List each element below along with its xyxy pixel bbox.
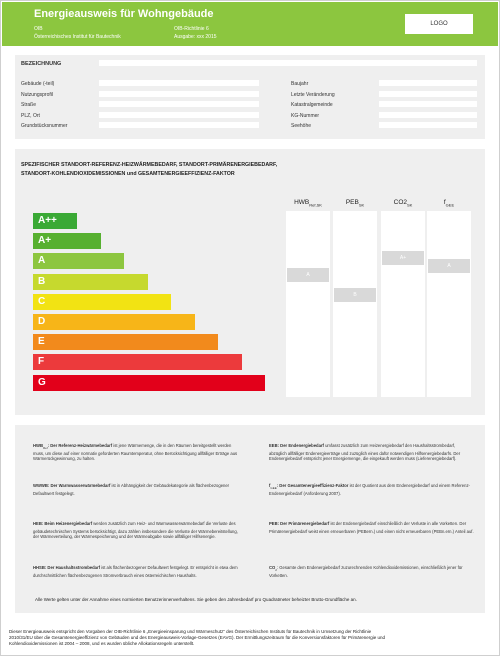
column-header-main: HWB — [294, 199, 310, 206]
definition-term-sub: 2 — [275, 567, 277, 572]
energy-class-bar-1 — [33, 233, 101, 249]
definition-left-0 — [33, 443, 238, 461]
column-header-1 — [333, 199, 377, 207]
building-label-2: Straße — [21, 102, 37, 108]
definitions-section — [15, 425, 485, 613]
definition-term: HEB — [33, 521, 42, 526]
definition-text: ist in Abhängigkeit der Gebäudekategorie als flächenbezogener Defaultwert festgelegt. — [33, 483, 230, 497]
energy-class-label: A — [38, 255, 46, 267]
column-header-sub: GEE — [445, 202, 455, 208]
building-right-label-1: Letzte Veränderung — [291, 91, 335, 98]
building-right-field-2[interactable] — [379, 101, 477, 107]
building-right-label-4: Seehöhe — [291, 123, 312, 129]
energy-class-label: D — [38, 316, 46, 327]
rating-section — [15, 149, 485, 415]
definition-bold: : Der Warmwasserwärmebedarf — [47, 483, 111, 488]
definition-right-1 — [269, 483, 474, 496]
org-short: OIB — [34, 26, 43, 32]
definition-text: ist jene Wärmemenge, die in den Räumen bereitgestellt werden muss, um diese auf einer normativ geforderten Raumtemperatur, ohne Berücksichtigung allfälliger Erträge aus Wärmerückgewinnung, zu halten. — [33, 443, 238, 462]
building-right-label-0: Baujahr — [291, 81, 309, 87]
building-data-section — [15, 55, 485, 139]
energy-class-bar-8 — [33, 375, 265, 391]
energy-class-label: G — [38, 376, 46, 388]
column-header-main: f — [443, 199, 446, 206]
definition-left-3 — [33, 565, 238, 578]
footer-line-2: 2010/31/EU über die Gesamtenergieeffizienz von Gebäuden und des Energieausweis-Vorlage-Gesetzes (EAVG). Der Ermittlungszeitraum für die Konversionsfaktoren für Primärenergie und — [9, 635, 386, 640]
definition-term: WWWB — [33, 483, 48, 488]
logo-placeholder: LOGO — [405, 14, 473, 34]
energy-class-bar-7 — [33, 354, 242, 370]
rating-marker-1: B — [334, 288, 376, 302]
building-field-3[interactable] — [99, 112, 259, 118]
building-label-3: PLZ, Ort — [21, 112, 40, 119]
definition-term: f — [269, 483, 271, 488]
energy-class-label: F — [38, 356, 45, 368]
column-header-main: PEB — [345, 199, 359, 206]
definition-bold: : Der Gesamtenergieeffizienz-Faktor — [276, 483, 349, 488]
energy-class-bar-3 — [33, 274, 148, 290]
building-right-label-2: Katastralgemeinde — [291, 102, 333, 108]
column-header-sub: Ref,SK — [309, 202, 322, 208]
energy-class-label: E — [38, 336, 45, 348]
column-header-0 — [286, 199, 330, 207]
definition-term-sub: GEE — [270, 485, 277, 490]
document-title: Energieausweis für Wohngebäude — [34, 8, 214, 20]
definition-bold: : Der Endenergiebedarf — [277, 443, 324, 448]
building-field-1[interactable] — [99, 91, 259, 97]
definition-bold: : Der Primärenergiebedarf — [277, 521, 330, 526]
building-right-field-0[interactable] — [379, 80, 477, 86]
footer-line-1: Dieser Energieausweis entspricht den Vorgaben der OIB-Richtlinie 6 „Energieeinsparung und Wärmeschutz“ des Österreichischen Instituts für Bautechnik in Umsetzung der Richtlinie — [9, 629, 372, 634]
rating-column-1 — [333, 211, 377, 397]
column-header-sub: SK — [407, 202, 413, 208]
definition-left-1 — [33, 483, 238, 496]
rating-marker-3: A — [428, 259, 470, 273]
building-right-field-4[interactable] — [379, 122, 477, 128]
column-header-3 — [427, 199, 471, 207]
energy-class-bar-4 — [33, 294, 171, 310]
energy-class-label: C — [38, 295, 46, 307]
definition-bold: : Der Referenz-Heizwärmebedarf — [47, 443, 113, 448]
org-full: Österreichisches Institut für Bautechnik — [34, 34, 121, 40]
definition-left-2 — [33, 521, 238, 539]
rating-title-line-1: SPEZIFISCHER STANDORT-REFERENZ-HEIZWÄRMEBEDARF, STANDORT-PRIMÄRENERGIEBEDARF, — [21, 162, 278, 168]
definition-right-3 — [269, 565, 474, 578]
rating-column-3 — [427, 211, 471, 397]
bezeichnung-label: BEZEICHNUNG — [21, 61, 62, 67]
definition-bold: : Beim Heizenergiebedarf — [41, 521, 93, 526]
energy-class-label: A+ — [38, 235, 52, 247]
definition-term: HHSB — [33, 565, 45, 570]
energy-class-bar-2 — [33, 253, 124, 269]
definition-text: ist der Endenergiebedarf einschließlich der Verluste in alle Vorketten. Der Primärenergiebedarf weist einen erneuerbaren (PEBern.) und einen nicht erneuerbaren (PEBn.ern.) Anteil auf. — [269, 521, 474, 535]
guideline: OIB-Richtlinie 6 — [174, 26, 209, 32]
rating-column-2 — [381, 211, 425, 397]
bezeichnung-field[interactable] — [99, 60, 477, 66]
building-field-0[interactable] — [99, 80, 259, 86]
definition-term: PEB — [269, 521, 278, 526]
all-values-note: Alle Werte gelten unter der Annahme eines normierten Benutzerinnenverhaltens. Sie geben den Jahresbedarf pro Quadratmeter beheizter Brutto-Grundfläche an. — [35, 597, 357, 602]
energy-class-label: B — [38, 275, 46, 287]
definition-right-2 — [269, 521, 474, 534]
definition-text: umfasst zusätzlich zum Heizenergiebedarf den Haushaltsstrombedarf, abzüglich allfälliger Endenergieerträge und zuzüglich eines dafür notwendigen Hilfsenergiebedarfs. Der Endenergiebedarf entspricht jener Energiemenge, die eingekauft werden muss (Lieferenergiebedarf). — [269, 443, 461, 462]
footer-line-3: Kohlendioxidemissionen ist 2004 – 2008, und es wurden übliche Allokationsregeln unterstellt. — [9, 641, 195, 646]
energy-class-bar-6 — [33, 334, 218, 350]
definition-text: werden zusätzlich zum Heiz- und Warmwasserwärmebedarf die Verluste des gebäudetechnischen Systems berücksichtigt, dazu zählen insbesondere die Verluste der Wärmebereitstellung, der Wärmeverteilung, der Wärmespeicherung und der Wärmeabgabe sowie allfälliger Hilfsenergie. — [33, 521, 238, 540]
definition-text: : Gesamte dem Endenergiebedarf zuzurechnenden Kohlendioxidemissionen, einschließlich jener für Vorketten. — [269, 565, 463, 579]
header-bar — [2, 2, 498, 46]
definition-term: HWB — [33, 443, 44, 448]
energy-class-label: A++ — [38, 215, 57, 226]
edition: Ausgabe: xxx 2015 — [174, 34, 217, 40]
column-header-sub: SK — [358, 202, 365, 208]
building-right-field-3[interactable] — [379, 112, 477, 118]
rating-title-line-2: STANDORT-KOHLENDIOXIDEMISSIONEN und GESAMTENERGIEEFFIZIENZ-FAKTOR — [21, 171, 235, 177]
energy-class-bar-0 — [33, 213, 77, 229]
rating-marker-0: A — [287, 268, 329, 282]
building-label-4: Grundstücksnummer — [21, 123, 68, 129]
column-header-2 — [381, 199, 425, 207]
definition-term: CO — [269, 565, 276, 570]
definition-term-sub: Ref — [43, 445, 48, 450]
definition-right-0 — [269, 443, 474, 461]
definition-text: ist der Quotient aus dem Endenergiebedarf und einem Referenz-Endenergiebedarf (Anforderung 2007). — [269, 483, 470, 497]
definition-term: EEB — [269, 443, 278, 448]
definition-bold: : Der Haushaltsstrombedarf — [44, 565, 101, 570]
building-label-1: Nutzungsprofil — [21, 91, 53, 98]
building-label-0: Gebäude (-teil) — [21, 81, 55, 87]
building-right-label-3: KG-Nummer — [291, 112, 320, 119]
building-field-4[interactable] — [99, 122, 259, 128]
rating-marker-2: A+ — [382, 251, 424, 265]
energy-class-bar-5 — [33, 314, 195, 330]
building-field-2[interactable] — [99, 101, 259, 107]
building-right-field-1[interactable] — [379, 91, 477, 97]
rating-column-0 — [286, 211, 330, 397]
column-header-main: CO2 — [393, 199, 408, 206]
definition-text: ist als flächenbezogener Defaultwert festgelegt. Er entspricht in etwa dem durchschnittlichen flächenbezogenen Stromverbrauch eines österreichischen Haushalts. — [33, 565, 238, 579]
